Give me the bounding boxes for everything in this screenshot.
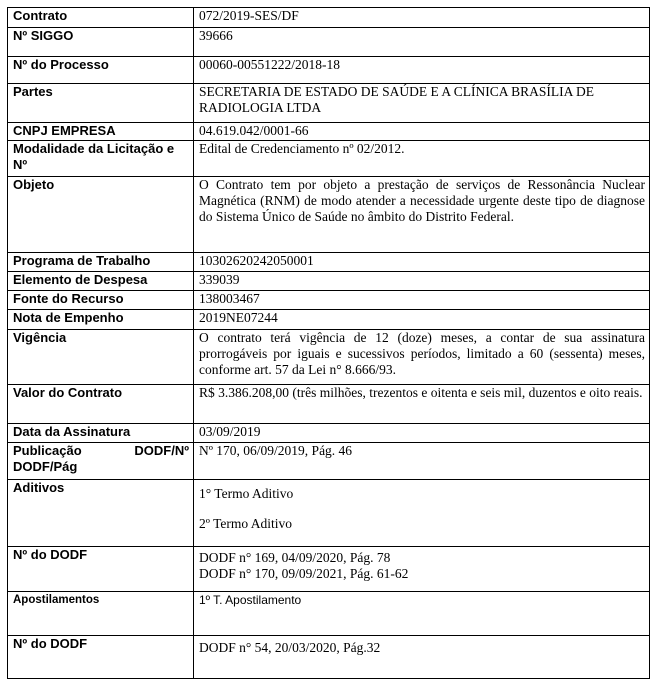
row-partes <box>8 84 650 123</box>
row-siggo <box>8 28 650 57</box>
label-elemento: Elemento de Despesa <box>8 272 194 291</box>
label-programa: Programa de Trabalho <box>8 253 194 272</box>
row-fonte <box>8 291 650 310</box>
row-dodf-apostilamento <box>8 636 650 679</box>
label-dodf-aditivos: Nº do DODF <box>8 547 194 592</box>
label-publicacao-part2: DODF/Nº <box>134 443 189 458</box>
value-siggo: 39666 <box>194 28 650 57</box>
row-elemento <box>8 272 650 291</box>
label-assinatura: Data da Assinatura <box>8 424 194 443</box>
label-processo: Nº do Processo <box>8 57 194 84</box>
value-assinatura: 03/09/2019 <box>194 424 650 443</box>
row-modalidade <box>8 141 650 177</box>
label-valor: Valor do Contrato <box>8 385 194 424</box>
value-partes: SECRETARIA DE ESTADO DE SAÚDE E A CLÍNICA BRASÍLIA DE RADIOLOGIA LTDA <box>194 84 650 123</box>
value-elemento: 339039 <box>194 272 650 291</box>
row-programa <box>8 253 650 272</box>
row-valor <box>8 385 650 424</box>
row-dodf-aditivos <box>8 547 650 592</box>
value-cnpj: 04.619.042/0001-66 <box>194 123 650 141</box>
value-apostilamentos: 1º T. Apostilamento <box>194 592 650 636</box>
value-programa: 10302620242050001 <box>194 253 650 272</box>
value-dodf-aditivos <box>194 547 650 592</box>
label-contrato: Contrato <box>8 8 194 28</box>
aditivo-item: 2º Termo Aditivo <box>199 516 292 531</box>
value-publicacao: Nº 170, 06/09/2019, Pág. 46 <box>194 443 650 480</box>
dodf-aditivo-item: DODF n° 169, 04/09/2020, Pág. 78 <box>199 550 391 565</box>
label-empenho: Nota de Empenho <box>8 310 194 330</box>
row-assinatura <box>8 424 650 443</box>
label-objeto: Objeto <box>8 177 194 253</box>
label-dodf-apostilamento: Nº do DODF <box>8 636 194 679</box>
label-cnpj: CNPJ EMPRESA <box>8 123 194 141</box>
label-apostilamentos: Apostilamentos <box>8 592 194 636</box>
value-aditivos <box>194 480 650 547</box>
label-publicacao-part3: DODF/Pág <box>13 459 78 474</box>
label-publicacao <box>8 443 194 480</box>
row-cnpj <box>8 123 650 141</box>
aditivo-item: 1° Termo Aditivo <box>199 486 294 501</box>
row-empenho <box>8 310 650 330</box>
label-partes: Partes <box>8 84 194 123</box>
row-vigencia <box>8 330 650 385</box>
row-contrato <box>8 8 650 28</box>
value-vigencia: O contrato terá vigência de 12 (doze) meses, a contar de sua assinatura prorrogáveis por iguais e sucessivos períodos, limitado a 60 (sessenta) meses, conforme art. 57 da Lei n° 8.666/93. <box>194 330 650 385</box>
label-siggo: Nº SIGGO <box>8 28 194 57</box>
row-publicacao <box>8 443 650 480</box>
value-processo: 00060-00551222/2018-18 <box>194 57 650 84</box>
label-publicacao-part1: Publicação <box>13 443 82 458</box>
dodf-aditivo-item: DODF n° 170, 09/09/2021, Pág. 61-62 <box>199 566 409 581</box>
value-modalidade: Edital de Credenciamento nº 02/2012. <box>194 141 650 177</box>
value-fonte: 138003467 <box>194 291 650 310</box>
value-objeto: O Contrato tem por objeto a prestação de serviços de Ressonância Nuclear Magnética (RNM) de modo atender a necessidade urgente deste tipo de diagnose do Sistema Único de Saúde no âmbito do Distrito Federal. <box>194 177 650 253</box>
row-aditivos <box>8 480 650 547</box>
value-dodf-apostilamento: DODF n° 54, 20/03/2020, Pág.32 <box>194 636 650 679</box>
value-valor: R$ 3.386.208,00 (três milhões, trezentos e oitenta e seis mil, duzentos e oito reais. <box>194 385 650 424</box>
value-contrato: 072/2019-SES/DF <box>194 8 650 28</box>
row-objeto <box>8 177 650 253</box>
label-vigencia: Vigência <box>8 330 194 385</box>
row-processo <box>8 57 650 84</box>
label-aditivos: Aditivos <box>8 480 194 547</box>
label-fonte: Fonte do Recurso <box>8 291 194 310</box>
contract-summary-table <box>7 7 650 679</box>
row-apostilamentos <box>8 592 650 636</box>
label-modalidade: Modalidade da Licitação e Nº <box>8 141 194 177</box>
publicacao-label-line <box>13 443 189 459</box>
value-empenho: 2019NE07244 <box>194 310 650 330</box>
